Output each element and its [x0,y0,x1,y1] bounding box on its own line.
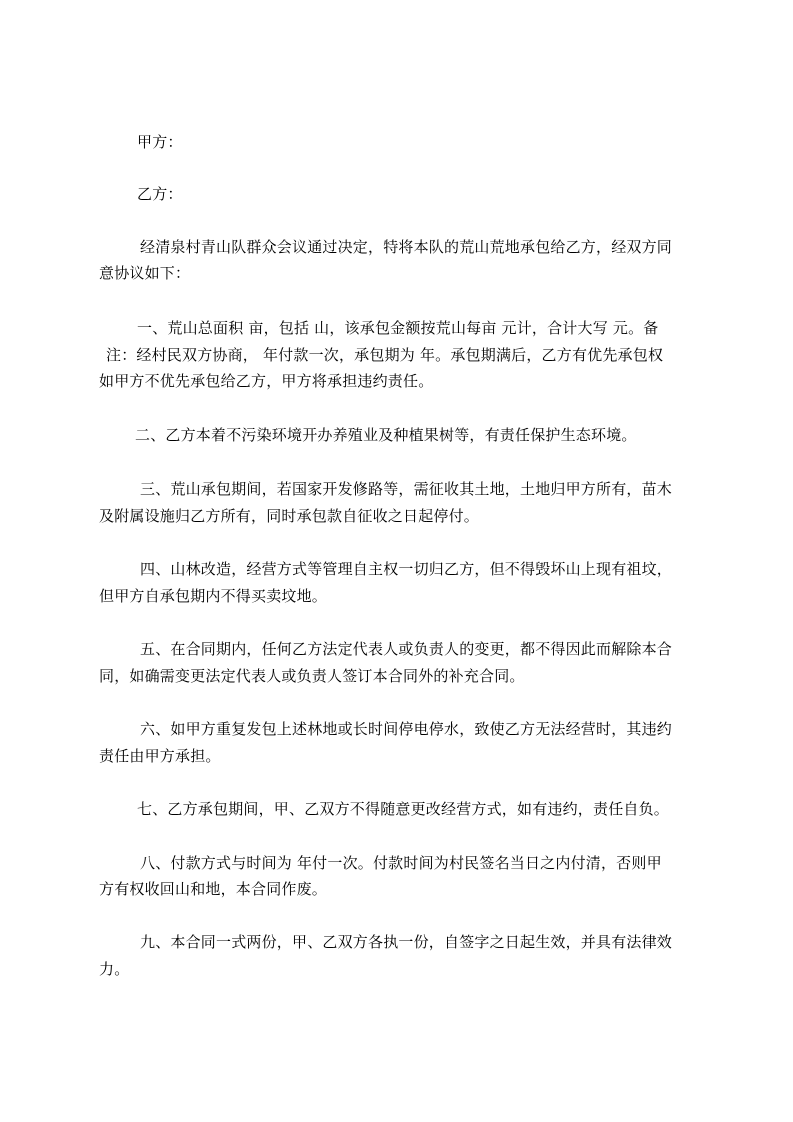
party-a-label: 甲方： [137,133,183,151]
paragraph-line: 及附属设施归乙方所有，同时承包款自征收之日起停付。 [99,507,480,525]
paragraph-line: 经清泉村青山队群众会议通过决定，特将本队的荒山荒地承包给乙方，经双方同 [140,238,673,256]
paragraph-line: 注：经村民双方协商， 年付款一次，承包期为 年。承包期满后，乙方有优先承包权 [106,346,664,364]
party-b-label: 乙方： [137,185,183,203]
paragraph-line: 力。 [99,960,130,978]
paragraph-line: 如甲方不优先承包给乙方，甲方将承担违约责任。 [99,372,434,390]
paragraph-line: 同，如确需变更法定代表人或负责人签订本合同外的补充合同。 [99,667,525,685]
paragraph-line: 七、乙方承包期间，甲、乙双方不得随意更改经营方式，如有违约，责任自负。 [137,800,670,818]
paragraph-line: 五、在合同期内，任何乙方法定代表人或负责人的变更，都不得因此而解除本合 [140,640,673,658]
paragraph-line: 二、乙方本着不污染环境开办养殖业及种植果树等，有责任保护生态环境。 [135,426,637,444]
paragraph-line: 八、付款方式与时间为 年付一次。付款时间为村民签名当日之内付清，否则甲 [140,854,662,872]
paragraph-line: 四、山林改造，经营方式等管理自主权一切归乙方，但不得毁坏山上现有祖坟， [140,560,673,578]
paragraph-line: 但甲方自承包期内不得买卖坟地。 [99,587,328,605]
paragraph-line: 六、如甲方重复发包上述林地或长时间停电停水，致使乙方无法经营时，其违约 [140,720,673,738]
paragraph-line: 方有权收回山和地，本合同作废。 [99,880,328,898]
paragraph-line: 三、荒山承包期间，若国家开发修路等，需征收其土地，土地归甲方所有，苗木 [140,480,673,498]
paragraph-line: 九、本合同一式两份，甲、乙双方各执一份，自签字之日起生效，并具有法律效 [140,933,673,951]
paragraph-line: 一、荒山总面积 亩，包括 山，该承包金额按荒山每亩 元计，合计大写 元。备 [137,319,659,337]
paragraph-line: 责任由甲方承担。 [99,747,221,765]
paragraph-line: 意协议如下： [99,264,191,282]
